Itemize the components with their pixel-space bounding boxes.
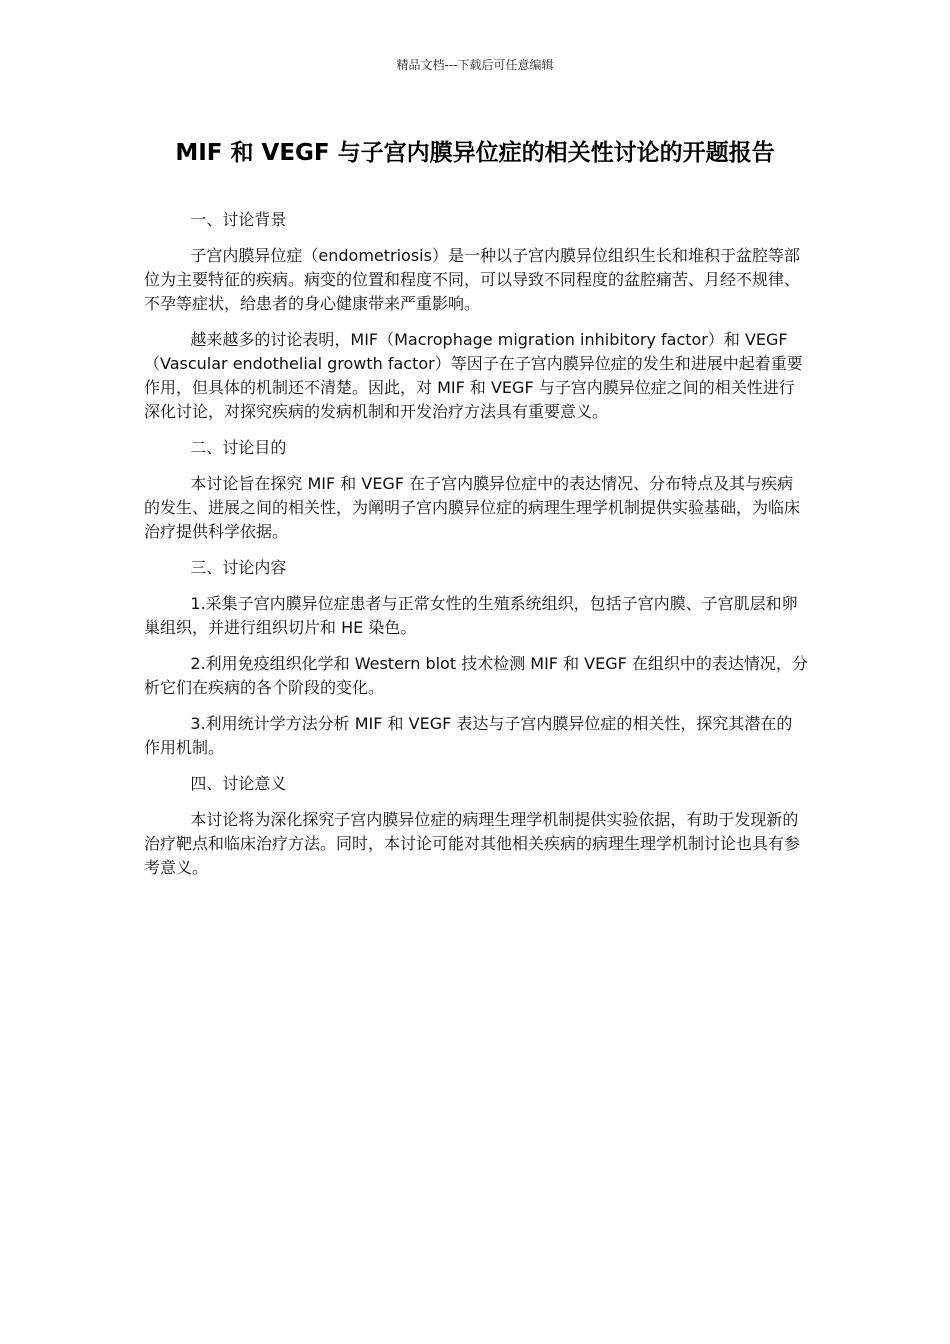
section-heading: 四、讨论意义 (190, 774, 287, 793)
document-title: MIF 和 VEGF 与子宫内膜异位症的相关性讨论的开题报告 (175, 140, 775, 166)
section-significance (144, 772, 808, 880)
document-body (144, 208, 808, 892)
section-background (144, 208, 808, 424)
page-header: 精品文档---下载后可任意编辑 (396, 58, 554, 72)
section-heading: 三、讨论内容 (190, 558, 287, 577)
section-heading: 一、讨论背景 (190, 210, 287, 229)
section-heading: 二、讨论目的 (190, 438, 287, 457)
paragraph: 子宫内膜异位症（endometriosis）是一种以子宫内膜异位组织生长和堆积于盆腔等部位为主要特征的疾病。病变的位置和程度不同，可以导致不同程度的盆腔痛苦、月经不规律、不孕等症状，给患者的身心健康带来严重影响。 (144, 246, 801, 313)
list-item: 2.利用免疫组织化学和 Western blot 技术检测 MIF 和 VEGF 在组织中的表达情况，分析它们在疾病的各个阶段的变化。 (144, 654, 808, 697)
paragraph: 越来越多的讨论表明，MIF（Macrophage migration inhibitory factor）和 VEGF（Vascular endothelial growth factor）等因子在子宫内膜异位症的发生和进展中起着重要作用，但具体的机制还不清楚。因此，对 MIF 和 VEGF 与子宫内膜异位症之间的相关性进行深化讨论，对探究疾病的发病机制和开发治疗方法具有重要意义。 (144, 330, 803, 421)
list-item: 1.采集子宫内膜异位症患者与正常女性的生殖系统组织，包括子宫内膜、子宫肌层和卵巢组织，并进行组织切片和 HE 染色。 (144, 594, 798, 637)
section-content (144, 556, 808, 760)
section-purpose (144, 436, 808, 544)
list-item: 3.利用统计学方法分析 MIF 和 VEGF 表达与子宫内膜异位症的相关性，探究其潜在的作用机制。 (144, 714, 793, 757)
paragraph: 本讨论旨在探究 MIF 和 VEGF 在子宫内膜异位症中的表达情况、分布特点及其与疾病的发生、进展之间的相关性，为阐明子宫内膜异位症的病理生理学机制提供实验基础，为临床治疗提供科学依据。 (144, 474, 801, 541)
paragraph: 本讨论将为深化探究子宫内膜异位症的病理生理学机制提供实验依据，有助于发现新的治疗靶点和临床治疗方法。同时，本讨论可能对其他相关疾病的病理生理学机制讨论也具有参考意义。 (144, 810, 801, 877)
